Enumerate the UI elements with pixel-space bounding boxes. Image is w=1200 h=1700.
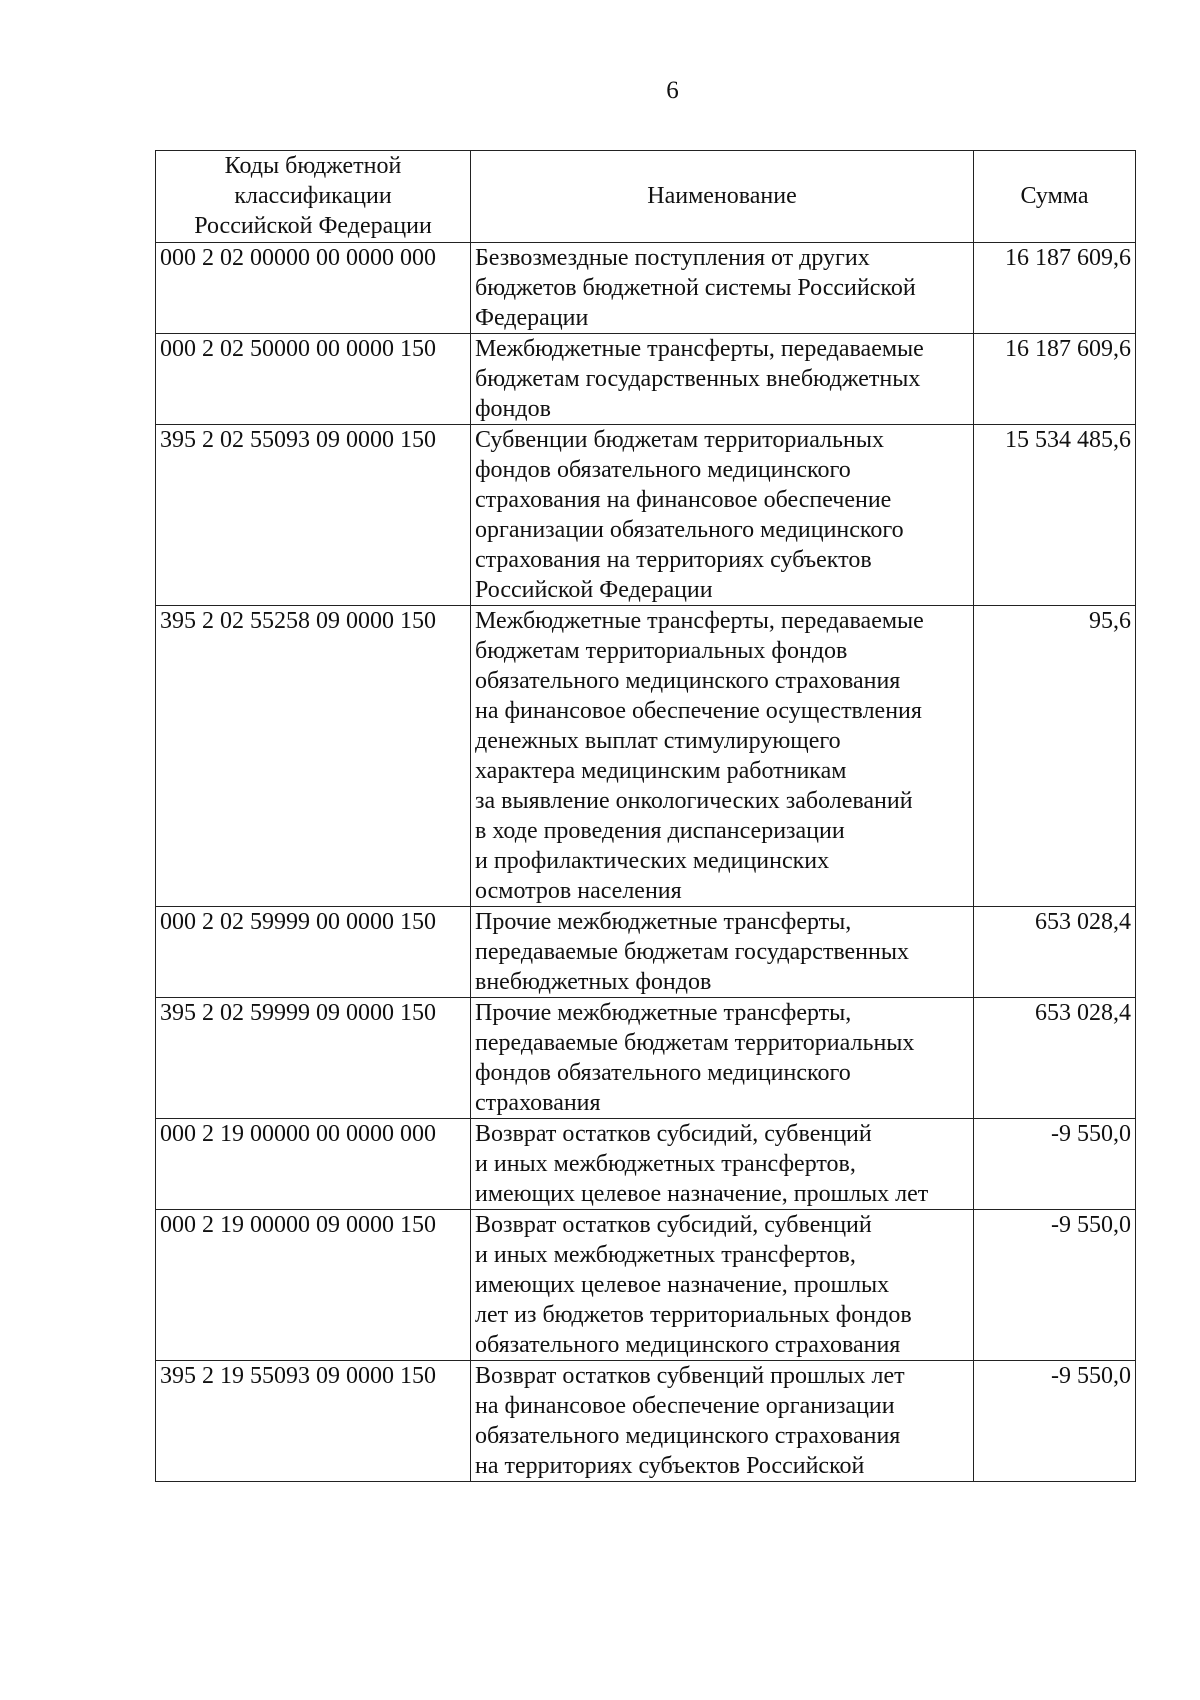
table-row	[156, 1361, 1136, 1482]
table-row	[156, 606, 1136, 907]
table-row	[156, 998, 1136, 1119]
item-name-line: Межбюджетные трансферты, передаваемые	[475, 336, 924, 362]
item-name-line: Возврат остатков субсидий, субвенций	[475, 1212, 872, 1238]
item-name-line: Возврат остатков субвенций прошлых лет	[475, 1363, 905, 1389]
item-name-line: страхования на территориях субъектов	[475, 547, 872, 573]
item-name-cell	[471, 243, 974, 334]
item-name-line: фондов обязательного медицинского	[475, 457, 851, 483]
header-code	[156, 151, 471, 243]
item-name-line: за выявление онкологических заболеваний	[475, 788, 913, 814]
item-name-cell	[471, 1119, 974, 1210]
budget-code-cell: 000 2 19 00000 09 0000 150	[156, 1210, 471, 1361]
item-name-line: Межбюджетные трансферты, передаваемые	[475, 608, 924, 634]
budget-code-cell: 000 2 02 59999 00 0000 150	[156, 907, 471, 998]
amount-cell: -9 550,0	[974, 1119, 1136, 1210]
header-code-line: Российской Федерации	[194, 213, 432, 239]
item-name-line: на финансовое обеспечение осуществления	[475, 698, 922, 724]
item-name-cell	[471, 907, 974, 998]
item-name-line: бюджетам территориальных фондов	[475, 638, 848, 664]
item-name-cell	[471, 334, 974, 425]
item-name-line: фондов обязательного медицинского	[475, 1060, 851, 1086]
item-name-cell	[471, 1361, 974, 1482]
table-header-row	[156, 151, 1136, 243]
item-name-line: бюджетов бюджетной системы Российской	[475, 275, 916, 301]
item-name-line: страхования на финансовое обеспечение	[475, 487, 892, 513]
item-name-line: обязательного медицинского страхования	[475, 1332, 901, 1358]
item-name-line: денежных выплат стимулирующего	[475, 728, 841, 754]
table-row	[156, 1119, 1136, 1210]
amount-cell: 15 534 485,6	[974, 425, 1136, 606]
item-name-line: страхования	[475, 1090, 601, 1116]
table-row	[156, 1210, 1136, 1361]
item-name-line: передаваемые бюджетам территориальных	[475, 1030, 915, 1056]
budget-code-cell: 395 2 02 55093 09 0000 150	[156, 425, 471, 606]
item-name-line: Российской Федерации	[475, 577, 713, 603]
budget-code-cell: 000 2 02 00000 00 0000 000	[156, 243, 471, 334]
budget-code-cell: 000 2 19 00000 00 0000 000	[156, 1119, 471, 1210]
item-name-line: обязательного медицинского страхования	[475, 1423, 901, 1449]
item-name-line: Прочие межбюджетные трансферты,	[475, 909, 852, 935]
item-name-line: лет из бюджетов территориальных фондов	[475, 1302, 912, 1328]
amount-cell: 95,6	[974, 606, 1136, 907]
item-name-line: Субвенции бюджетам территориальных	[475, 427, 884, 453]
item-name-line: на финансовое обеспечение организации	[475, 1393, 895, 1419]
item-name-line: внебюджетных фондов	[475, 969, 712, 995]
item-name-cell	[471, 606, 974, 907]
item-name-line: характера медицинским работникам	[475, 758, 847, 784]
item-name-line: в ходе проведения диспансеризации	[475, 818, 845, 844]
amount-cell: 16 187 609,6	[974, 334, 1136, 425]
table-row	[156, 334, 1136, 425]
header-sum: Сумма	[974, 151, 1136, 243]
item-name-line: на территориях субъектов Российской	[475, 1453, 865, 1479]
item-name-line: и профилактических медицинских	[475, 848, 830, 874]
item-name-cell	[471, 1210, 974, 1361]
item-name-cell	[471, 425, 974, 606]
amount-cell: -9 550,0	[974, 1210, 1136, 1361]
budget-code-cell: 395 2 19 55093 09 0000 150	[156, 1361, 471, 1482]
table-body	[156, 243, 1136, 1482]
table-row	[156, 907, 1136, 998]
item-name-line: Безвозмездные поступления от других	[475, 245, 870, 271]
budget-code-cell: 395 2 02 55258 09 0000 150	[156, 606, 471, 907]
budget-classification-table	[155, 150, 1136, 1482]
table-row	[156, 243, 1136, 334]
amount-cell: 653 028,4	[974, 998, 1136, 1119]
table-row	[156, 425, 1136, 606]
budget-code-cell: 395 2 02 59999 09 0000 150	[156, 998, 471, 1119]
item-name-line: имеющих целевое назначение, прошлых лет	[475, 1181, 929, 1207]
item-name-line: организации обязательного медицинского	[475, 517, 904, 543]
item-name-line: передаваемые бюджетам государственных	[475, 939, 909, 965]
item-name-line: обязательного медицинского страхования	[475, 668, 901, 694]
amount-cell: -9 550,0	[974, 1361, 1136, 1482]
item-name-line: Федерации	[475, 305, 589, 331]
budget-code-cell: 000 2 02 50000 00 0000 150	[156, 334, 471, 425]
item-name-line: имеющих целевое назначение, прошлых	[475, 1272, 890, 1298]
page-number: 6	[666, 77, 679, 104]
item-name-line: и иных межбюджетных трансфертов,	[475, 1242, 856, 1268]
item-name-cell	[471, 998, 974, 1119]
amount-cell: 653 028,4	[974, 907, 1136, 998]
amount-cell: 16 187 609,6	[974, 243, 1136, 334]
item-name-line: осмотров населения	[475, 878, 682, 904]
item-name-line: Прочие межбюджетные трансферты,	[475, 1000, 852, 1026]
item-name-line: фондов	[475, 396, 551, 422]
header-code-line: классификации	[234, 183, 392, 209]
item-name-line: Возврат остатков субсидий, субвенций	[475, 1121, 872, 1147]
header-name: Наименование	[471, 151, 974, 243]
item-name-line: и иных межбюджетных трансфертов,	[475, 1151, 856, 1177]
header-code-line: Коды бюджетной	[224, 153, 402, 179]
item-name-line: бюджетам государственных внебюджетных	[475, 366, 921, 392]
